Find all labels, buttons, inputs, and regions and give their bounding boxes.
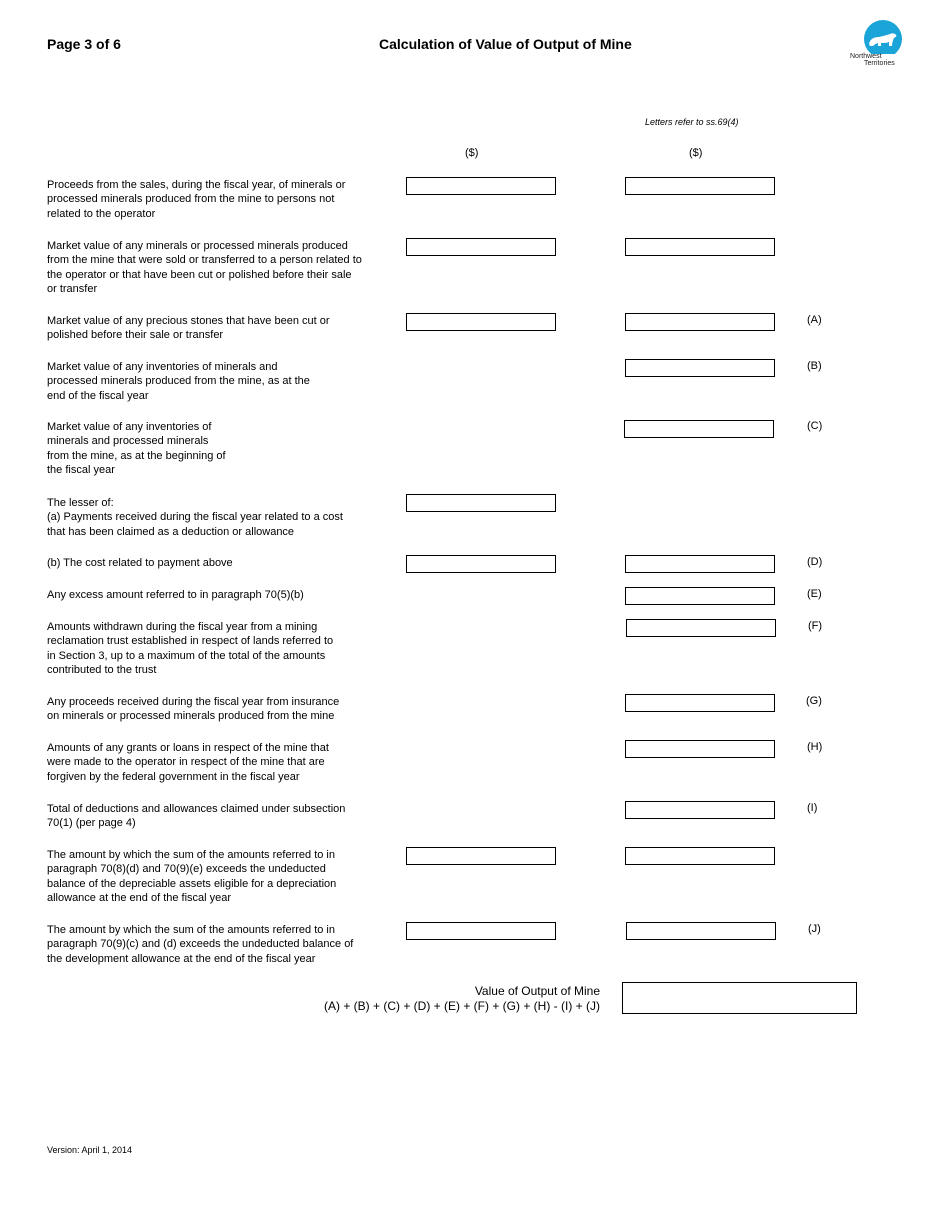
letter-j: (J) — [808, 923, 821, 935]
polar-bear-icon — [850, 20, 906, 54]
letter-e: (E) — [807, 588, 822, 600]
row-1-col2-input[interactable] — [625, 238, 775, 256]
row-label: (b) The cost related to payment above — [47, 557, 233, 569]
row-8-col2-input[interactable] — [626, 619, 776, 637]
row-label: The amount by which the sum of the amounts referred to in paragraph 70(8)(d) and 70(9)(e) exceeds the undeducted balance of the depreciable assets eligible for a depreciation allowance at the end of the fiscal year — [47, 849, 337, 905]
row-6-col2-input[interactable] — [625, 555, 775, 573]
row-label: The amount by which the sum of the amounts referred to in paragraph 70(9)(c) and (d) exceeds the undeducted balance of the development allowance at the end of the fiscal year — [47, 924, 354, 965]
row-label: Total of deductions and allowances claimed under subsection 70(1) (per page 4) — [47, 803, 346, 830]
letter-i: (I) — [807, 802, 818, 814]
column-header-1: ($) — [465, 147, 479, 159]
row-label: Market value of any inventories of minerals and processed minerals produced from the mine, as at the end of the fiscal year — [47, 361, 310, 402]
row-label: Market value of any minerals or processed minerals produced from the mine that were sold or transferred to a person related to the operator or that have been cut or polished before their sale or transfer — [47, 240, 362, 296]
row-4-col2-input[interactable] — [624, 420, 774, 438]
logo-text — [850, 53, 906, 67]
row-label: Amounts withdrawn during the fiscal year from a mining reclamation trust established in respect of lands referred to in Section 3, up to a maximum of the total of the amounts contributed to the trust — [47, 621, 334, 677]
row-6-col1-input[interactable] — [406, 555, 556, 573]
row-0-col1-input[interactable] — [406, 177, 556, 195]
letter-f: (F) — [808, 620, 823, 632]
page-number: Page 3 of 6 — [47, 36, 121, 52]
row-label: The lesser of: (a) Payments received during the fiscal year related to a cost that has been claimed as a deduction or allowance — [47, 497, 343, 538]
letter-b: (B) — [807, 360, 822, 372]
row-1-col1-input[interactable] — [406, 238, 556, 256]
total-label — [300, 984, 600, 1013]
letter-a: (A) — [807, 314, 822, 326]
row-label: Market value of any precious stones that have been cut or polished before their sale or transfer — [47, 315, 330, 342]
row-7-col2-input[interactable] — [625, 587, 775, 605]
nwt-logo — [850, 20, 906, 70]
version-footer: Version: April 1, 2014 — [47, 1145, 133, 1155]
row-13-col1-input[interactable] — [406, 922, 556, 940]
value-of-output-input[interactable] — [622, 982, 857, 1014]
row-11-col2-input[interactable] — [625, 801, 775, 819]
row-9-col2-input[interactable] — [625, 694, 775, 712]
page-title: Calculation of Value of Output of Mine — [379, 36, 632, 52]
logo-text-line1: Northwest — [850, 53, 882, 60]
row-12-col1-input[interactable] — [406, 847, 556, 865]
row-label: Any excess amount referred to in paragraph 70(5)(b) — [47, 589, 304, 601]
row-label: Proceeds from the sales, during the fiscal year, of minerals or processed minerals produced from the mine to persons not related to the operator — [47, 179, 346, 220]
row-label: Any proceeds received during the fiscal year from insurance on minerals or processed minerals produced from the mine — [47, 696, 340, 723]
row-2-col1-input[interactable] — [406, 313, 556, 331]
row-label: Market value of any inventories of minerals and processed minerals from the mine, as at the beginning of the fiscal year — [47, 421, 226, 477]
row-0-col2-input[interactable] — [625, 177, 775, 195]
logo-text-line2: Territories — [864, 60, 895, 67]
row-10-col2-input[interactable] — [625, 740, 775, 758]
row-3-col2-input[interactable] — [625, 359, 775, 377]
row-13-col2-input[interactable] — [626, 922, 776, 940]
row-5-col1-input[interactable] — [406, 494, 556, 512]
row-label: Amounts of any grants or loans in respect of the mine that were made to the operator in respect of the mine that are forgiven by the federal government in the fiscal year — [47, 742, 329, 783]
row-2-col2-input[interactable] — [625, 313, 775, 331]
total-formula: (A) + (B) + (C) + (D) + (E) + (F) + (G) + (H) - (I) + (J) — [324, 998, 600, 1013]
row-12-col2-input[interactable] — [625, 847, 775, 865]
letter-h: (H) — [807, 741, 823, 753]
column-header-2: ($) — [689, 147, 703, 159]
total-label-line1: Value of Output of Mine — [474, 984, 600, 998]
letter-c: (C) — [807, 420, 823, 432]
letter-g: (G) — [806, 695, 822, 707]
letters-note: Letters refer to ss.69(4) — [645, 117, 739, 127]
letter-d: (D) — [807, 556, 823, 568]
